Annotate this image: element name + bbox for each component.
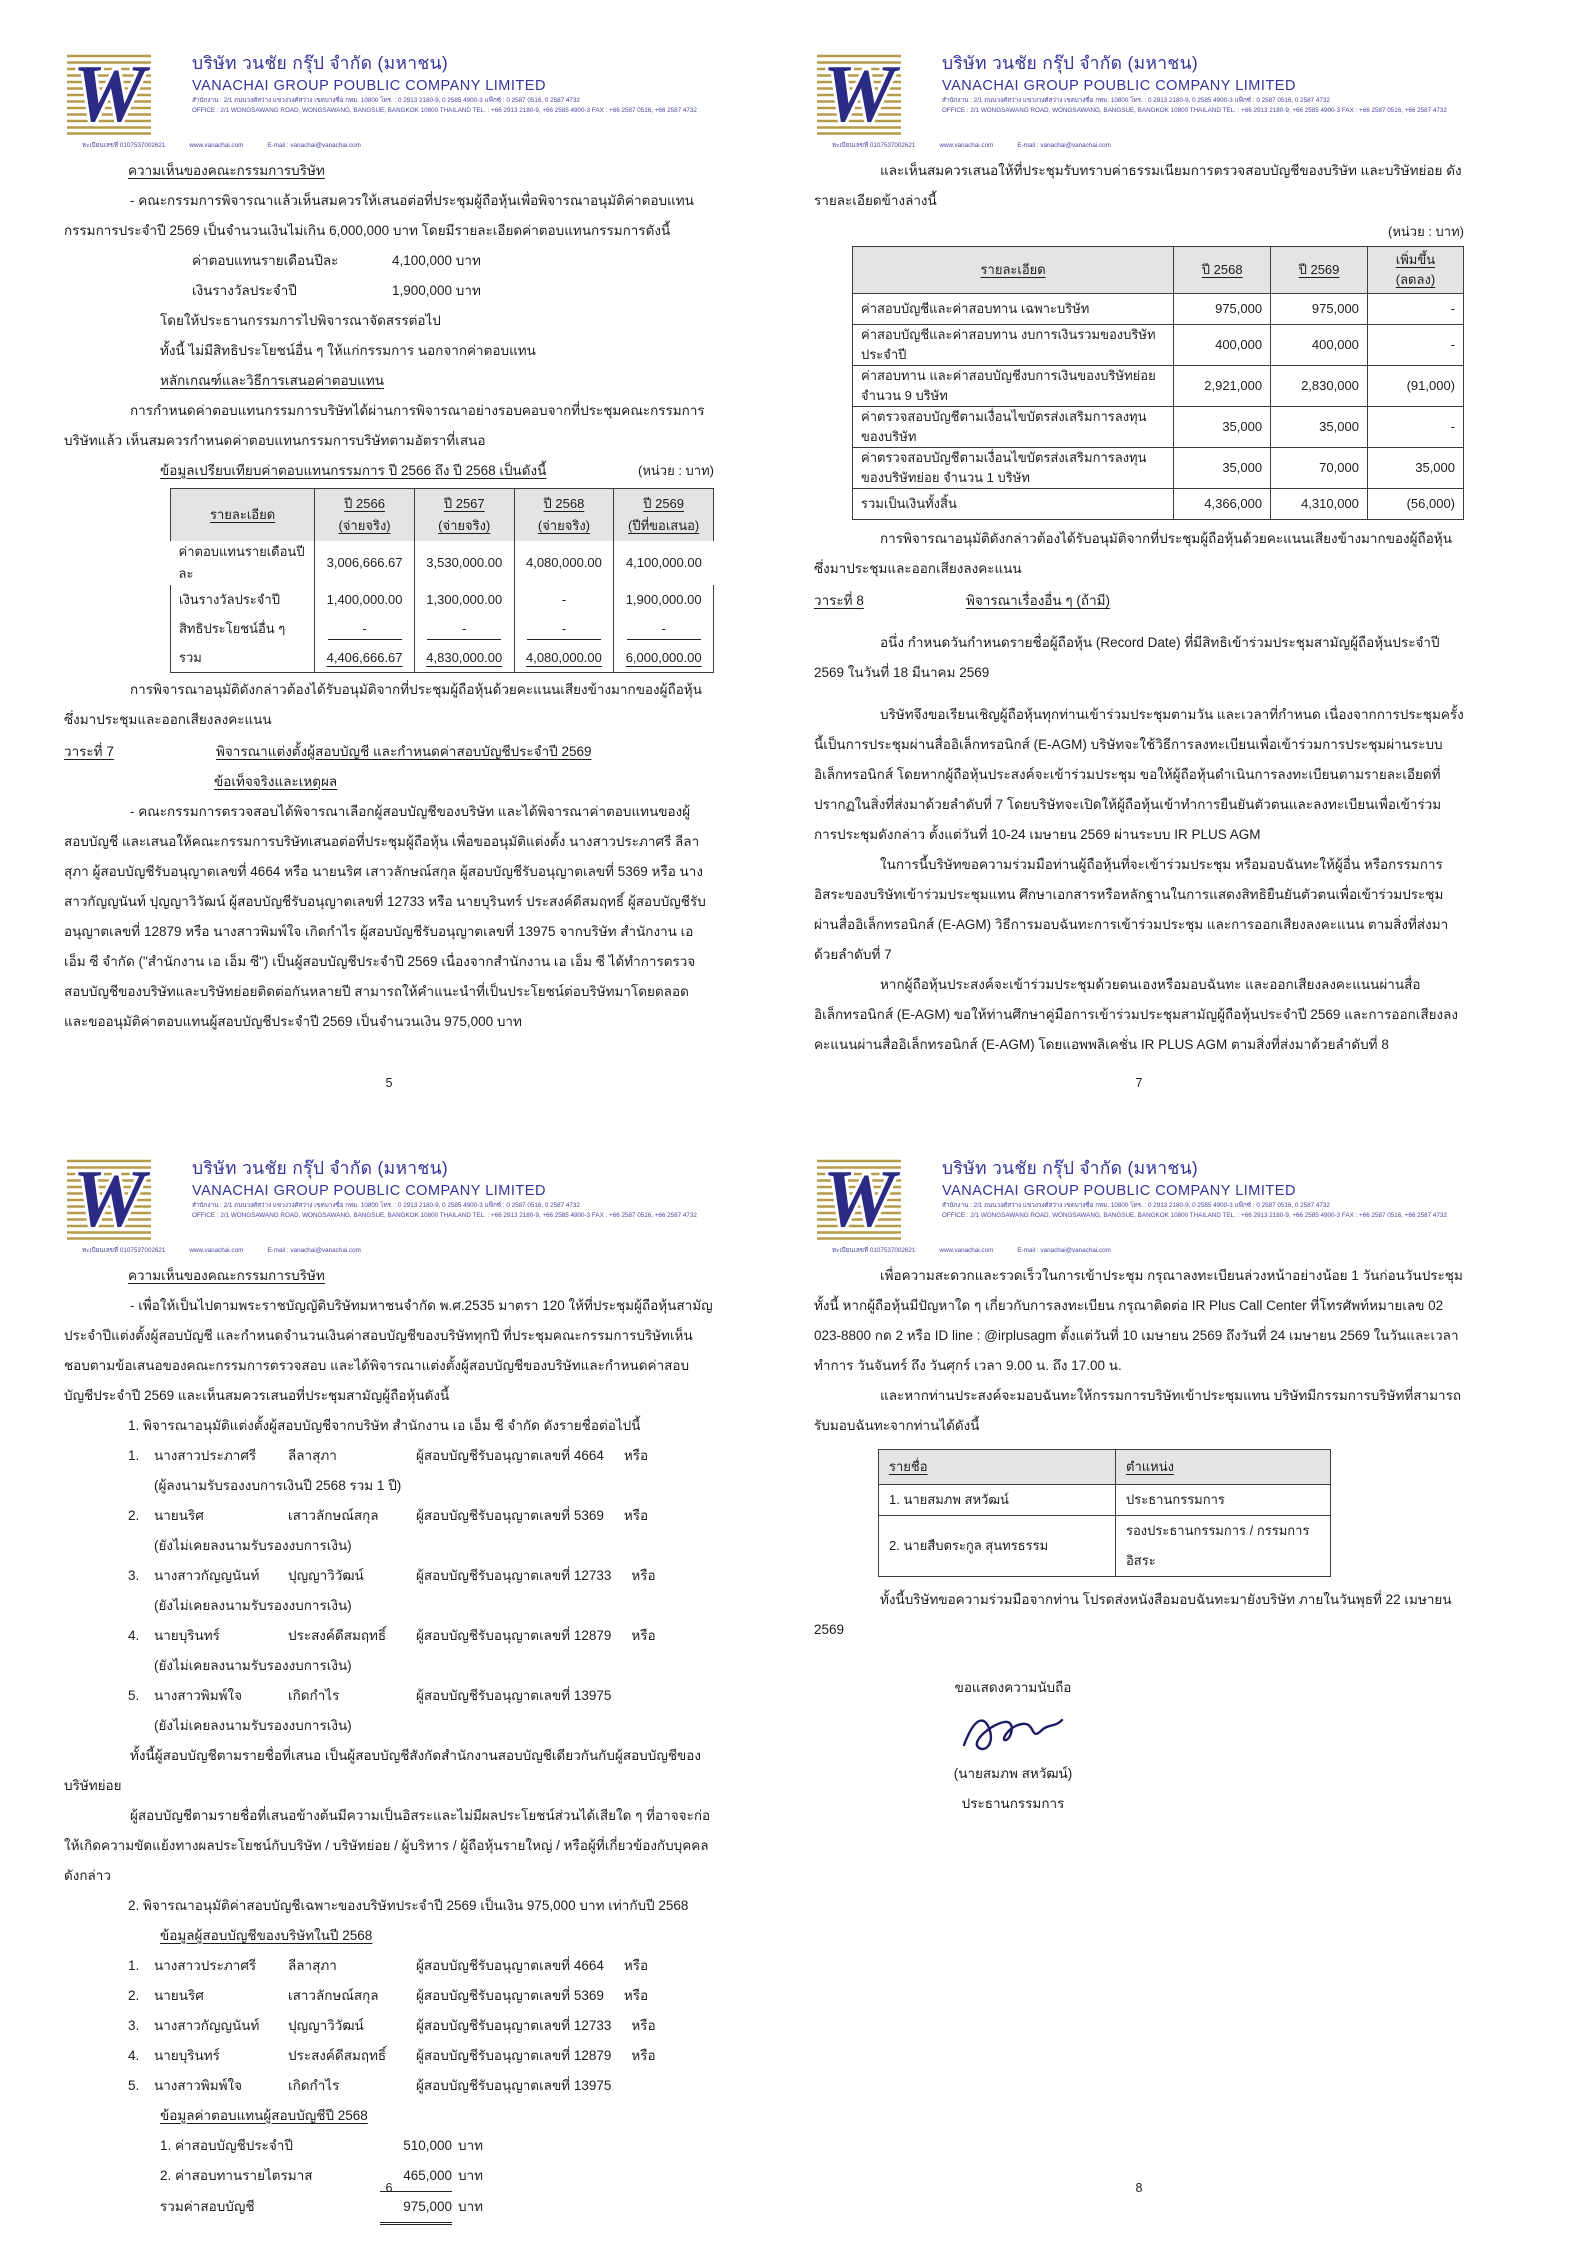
letterhead-text	[942, 1157, 1447, 1220]
letterhead	[816, 48, 1516, 152]
unit-label: (หน่วย : บาท)	[638, 463, 714, 478]
letterhead-text	[192, 1157, 697, 1220]
paragraph: หากผู้ถือหุ้นประสงค์จะเข้าร่วมประชุมด้วยตนเองหรือมอบฉันทะ และออกเสียงลงคะแนนผ่านสื่ออิเล็กทรอนิกส์ (E-AGM) ขอให้ท่านศึกษาคู่มือการเข้าร่วมประชุมสามัญผู้ถือหุ้นประจำปี 2569 และการออกเสียงลงคะแนนผ่านสื่ออิเล็กทรอนิกส์ (E-AGM) โดยแอพพลิเคชั่น IR PLUS AGM ตามสิ่งที่ส่งมาด้วยลำดับที่ 8	[814, 977, 1458, 1052]
paragraph: การกำหนดค่าตอบแทนกรรมการบริษัทได้ผ่านการพิจารณาอย่างรอบคอบจากที่ประชุมคณะกรรมการบริษัทแล้ว เห็นสมควรกำหนดค่าตอบแทนกรรมการบริษัทตามอัตราที่เสนอ	[64, 403, 705, 448]
page-7-body	[814, 156, 1464, 1060]
company-address-thai: สำนักงาน : 2/1 ถนนวงศ์สว่าง แขวงวงศ์สว่าง เขตบางซื่อ กทม. 10800 โทร. : 0 2913 2180-9, 0 2585 4900-3 แฟ็กซ์ : 0 2587 0516, 0 2587 4732	[192, 97, 580, 104]
page-5-body	[64, 156, 714, 1037]
paragraph: ในการนี้บริษัทขอความร่วมมือท่านผู้ถือหุ้นที่จะเข้าร่วมประชุม หรือมอบฉันทะให้ผู้อื่น หรือกรรมการอิสระของบริษัทเข้าร่วมประชุมแทน ศึกษาเอกสารหรือหลักฐานในการแสดงสิทธิยืนยันตัวตนเพื่อเข้าร่วมประชุมผ่านสื่ออิเล็กทรอนิกส์ (E-AGM) วิธีการมอบฉันทะการเข้าร่วมประชุม และการออกเสียงลงคะแนน ตามสิ่งที่ส่งมาด้วยลำดับที่ 7	[814, 857, 1449, 962]
vanachai-logo-icon	[66, 1157, 152, 1241]
company-address-english: OFFICE : 2/1 WONGSAWANG ROAD, WONGSAWANG, BANGSUE, BANGKOK 10800 THAILAND TEL. : +66 2913 2180-9, +66 2585 4900-3 FAX : +66 2587 0516, +66 2587 4732	[942, 106, 1447, 114]
paragraph: การพิจารณาอนุมัติดังกล่าวต้องได้รับอนุมัติจากที่ประชุมผู้ถือหุ้นด้วยคะแนนเสียงข้างมากของผู้ถือหุ้นซึ่งมาประชุมและออกเสียงลงคะแนน	[64, 682, 702, 727]
company-address-thai: สำนักงาน : 2/1 ถนนวงศ์สว่าง แขวงวงศ์สว่าง เขตบางซื่อ กทม. 10800 โทร. : 0 2913 2180-9, 0 2585 4900-3 แฟ็กซ์ : 0 2587 0516, 0 2587 4732	[942, 1202, 1330, 1209]
company-email: E-mail : vanachai@vanachai.com	[267, 1247, 361, 1254]
registration-line	[82, 1245, 385, 1255]
paragraph: เพื่อความสะดวกและรวดเร็วในการเข้าประชุม กรุณาลงทะเบียนล่วงหน้าอย่างน้อย 1 วันก่อนวันประชุม ทั้งนี้ หากผู้ถือหุ้นมีปัญหาใด ๆ เกี่ยวกับการลงทะเบียน กรุณาติดต่อ IR Plus Call Center ที่โทรศัพท์หมายเลข 02 023-8800 กด 2 หรือ ID line : @irplusagm ตั้งแต่วันที่ 10 เมษายน 2569 ถึงวันที่ 24 เมษายน 2569 ในวันและเวลาทำการ วันจันทร์ ถึง วันศุกร์ เวลา 9.00 น. ถึง 17.00 น.	[814, 1268, 1463, 1373]
column-header: รายละเอียด	[171, 489, 315, 542]
page-number: 5	[385, 1076, 393, 1090]
column-header: ปี 2569	[1271, 247, 1368, 294]
fee-line: ค่าตอบแทนรายเดือนปีละ 4,100,000 บาท	[192, 253, 481, 268]
comparison-heading: ข้อมูลเปรียบเทียบค่าตอบแทนกรรมการ ปี 2566 ถึง ปี 2568 เป็นดังนี้	[160, 463, 547, 478]
paragraph: - เพื่อให้เป็นไปตามพระราชบัญญัติบริษัทมหาชนจำกัด พ.ศ.2535 มาตรา 120 ให้ที่ประชุมผู้ถือหุ้นสามัญประจำปีแต่งตั้งผู้สอบบัญชี และกำหนดจำนวนเงินค่าสอบบัญชีของบริษัททุกปี ที่ประชุมคณะกรรมการบริษัทเห็นชอบตามข้อเสนอของคณะกรรมการตรวจสอบ และได้พิจารณาแต่งตั้งผู้สอบบัญชีของบริษัทและกำหนดค่าสอบบัญชีประจำปี 2569 และเห็นสมควรเสนอที่ประชุมสามัญผู้ถือหุ้นดังนี้	[64, 1298, 713, 1403]
table-row: ค่าตรวจสอบบัญชีตามเงื่อนไขบัตรส่งเสริมการลงทุนของบริษัท 35,000 35,000 -	[853, 407, 1464, 448]
paragraph: อนึ่ง กำหนดวันกำหนดรายชื่อผู้ถือหุ้น (Record Date) ที่มีสิทธิเข้าร่วมประชุมสามัญผู้ถือหุ้นประจำปี 2569 ในวันที่ 18 มีนาคม 2569	[814, 635, 1440, 680]
facts-heading: ข้อเท็จจริงและเหตุผล	[214, 774, 338, 789]
fee-row: 2. ค่าสอบทานรายไตรมาส 465,000 บาท	[160, 2161, 714, 2192]
letterhead	[66, 48, 766, 152]
agenda-8-line	[814, 586, 1464, 616]
company-address-thai: สำนักงาน : 2/1 ถนนวงศ์สว่าง แขวงวงศ์สว่าง เขตบางซื่อ กทม. 10800 โทร. : 0 2913 2180-9, 0 2585 4900-3 แฟ็กซ์ : 0 2587 0516, 0 2587 4732	[942, 97, 1330, 104]
closing-phrase: ขอแสดงความนับถือ	[954, 1680, 1072, 1695]
letterhead-text	[192, 52, 697, 115]
table-row: สิทธิประโยชน์อื่น ๆ - - - -	[171, 614, 714, 643]
registration-line	[832, 140, 1135, 150]
registration-number: ทะเบียนเลขที่ 0107537002621	[832, 142, 916, 149]
company-name-thai: บริษัท วนชัย กรุ๊ป จำกัด (มหาชน)	[192, 53, 448, 73]
page-6	[0, 1105, 792, 2226]
auditor-row: 5. นางสาวพิมพ์ใจ เกิดกำไร ผู้สอบบัญชีรับอนุญาตเลขที่ 13975	[128, 1688, 612, 1703]
paragraph: ผู้สอบบัญชีตามรายชื่อที่เสนอข้างต้นมีความเป็นอิสระและไม่มีผลประโยชน์ส่วนได้เสียใด ๆ ที่อาจจะก่อให้เกิดความขัดแย้งทางผลประโยชน์กับบริษัท / บริษัทย่อย / ผู้บริหาร / ผู้ถือหุ้นรายใหญ่ / หรือผู้ที่เกี่ยวข้องกับบุคคลดังกล่าว	[64, 1808, 711, 1883]
signer-title: ประธานกรรมการ	[961, 1796, 1065, 1811]
svg-text:W: W	[822, 52, 896, 136]
svg-text:W: W	[72, 1157, 146, 1241]
page-8-body	[814, 1261, 1464, 1819]
registration-number: ทะเบียนเลขที่ 0107537002621	[82, 1247, 166, 1254]
company-email: E-mail : vanachai@vanachai.com	[1017, 1247, 1111, 1254]
table-row: ค่าสอบทาน และค่าสอบบัญชีงบการเงินของบริษัทย่อย จำนวน 9 บริษัท 2,921,000 2,830,000 (91,000)	[853, 366, 1464, 407]
auditor-note: (ยังไม่เคยลงนามรับรองงบการเงิน)	[154, 1598, 352, 1613]
auditor-note: (ยังไม่เคยลงนามรับรองงบการเงิน)	[154, 1658, 352, 1673]
auditor-row: 2. นายนริศ เสาวลักษณ์สกุล ผู้สอบบัญชีรับอนุญาตเลขที่ 5369 หรือ	[128, 1508, 649, 1523]
page-7	[750, 0, 1542, 1121]
company-name-english: VANACHAI GROUP POUBLIC COMPANY LIMITED	[192, 1183, 546, 1199]
svg-text:W: W	[72, 52, 146, 136]
company-name-thai: บริษัท วนชัย กรุ๊ป จำกัด (มหาชน)	[942, 53, 1198, 73]
page-number: 7	[1135, 1076, 1143, 1090]
auditor-note: (ผู้ลงนามรับรองงบการเงินปี 2568 รวม 1 ปี)	[154, 1478, 402, 1493]
table-row: ค่าตอบแทนรายเดือนปีละ 3,006,666.67 3,530,000.00 4,080,000.00 4,100,000.00	[171, 541, 714, 585]
auditor-note: (ยังไม่เคยลงนามรับรองงบการเงิน)	[154, 1538, 352, 1553]
fee-line: เงินรางวัลประจำปี 1,900,000 บาท	[192, 283, 481, 298]
criteria-heading: หลักเกณฑ์และวิธีการเสนอค่าตอบแทน	[160, 373, 384, 388]
auditor-row: 4. นายบุรินทร์ ประสงค์ดีสมฤทธิ์ ผู้สอบบัญชีรับอนุญาตเลขที่ 12879 หรือ	[128, 2048, 656, 2063]
page-6-body	[64, 1261, 714, 2225]
company-address-english: OFFICE : 2/1 WONGSAWANG ROAD, WONGSAWANG, BANGSUE, BANGKOK 10800 THAILAND TEL. : +66 2913 2180-9, +66 2585 4900-3 FAX : +66 2587 0516, +66 2587 4732	[192, 1211, 697, 1219]
list-item: 1. พิจารณาอนุมัติแต่งตั้งผู้สอบบัญชีจากบริษัท สำนักงาน เอ เอ็ม ซี จำกัด ดังรายชื่อต่อไปนี้	[128, 1418, 641, 1433]
board-opinion-heading: ความเห็นของคณะกรรมการบริษัท	[128, 163, 325, 178]
auditor-row: 2. นายนริศ เสาวลักษณ์สกุล ผู้สอบบัญชีรับอนุญาตเลขที่ 5369 หรือ	[128, 1988, 649, 2003]
registration-line	[832, 1245, 1135, 1255]
svg-text:W: W	[822, 1157, 896, 1241]
signer-name: (นายสมภพ สหวัฒน์)	[953, 1766, 1073, 1781]
company-name-english: VANACHAI GROUP POUBLIC COMPANY LIMITED	[192, 78, 546, 94]
company-website: www.vanachai.com	[939, 1247, 994, 1254]
registration-number: ทะเบียนเลขที่ 0107537002621	[82, 142, 166, 149]
paragraph: การพิจารณาอนุมัติดังกล่าวต้องได้รับอนุมัติจากที่ประชุมผู้ถือหุ้นด้วยคะแนนเสียงข้างมากของผู้ถือหุ้น ซึ่งมาประชุมและออกเสียงลงคะแนน	[814, 531, 1452, 576]
vanachai-logo-icon	[816, 52, 902, 136]
agenda-7-line	[64, 737, 714, 767]
company-name-english: VANACHAI GROUP POUBLIC COMPANY LIMITED	[942, 78, 1296, 94]
director-remuneration-table	[170, 488, 714, 673]
company-name-english: VANACHAI GROUP POUBLIC COMPANY LIMITED	[942, 1183, 1296, 1199]
paragraph: บริษัทจึงขอเรียนเชิญผู้ถือหุ้นทุกท่านเข้าร่วมประชุมตามวัน และเวลาที่กำหนด เนื่องจากการประชุมครั้งนี้เป็นการประชุมผ่านสื่ออิเล็กทรอนิกส์ (E-AGM) บริษัทจะใช้วิธีการลงทะเบียนเพื่อเข้าร่วมการประชุมผ่านระบบอิเล็กทรอนิกส์ โดยหากผู้ถือหุ้นประสงค์จะเข้าร่วมประชุม ขอให้ผู้ถือหุ้นดำเนินการลงทะเบียนตามรายละเอียดที่ปรากฏในสิ่งที่ส่งมาด้วยลำดับที่ 7 โดยบริษัทจะเปิดให้ผู้ถือหุ้นเข้าทำการยืนยันตัวตนและลงทะเบียนเพื่อเข้าร่วมการประชุมดังกล่าว ตั้งแต่วันที่ 10-24 เมษายน 2569 ผ่านระบบ IR PLUS AGM	[814, 707, 1464, 842]
auditor-row: 4. นายบุรินทร์ ประสงค์ดีสมฤทธิ์ ผู้สอบบัญชีรับอนุญาตเลขที่ 12879 หรือ	[128, 1628, 656, 1643]
auditor-list	[128, 1441, 714, 1741]
column-header: ปี 2568 (จ่ายจริง)	[514, 489, 614, 542]
column-header: ปี 2569 (ปีที่ขอเสนอ)	[614, 489, 714, 542]
signature-icon	[954, 1707, 1072, 1759]
table-row: 2. นายสืบตระกูล สุนทรธรรม รองประธานกรรมการ / กรรมการอิสระ	[879, 1516, 1331, 1577]
vanachai-logo-icon	[816, 1157, 902, 1241]
registration-number: ทะเบียนเลขที่ 0107537002621	[832, 1247, 916, 1254]
table-row: ค่าสอบบัญชีและค่าสอบทาน งบการเงินรวมของบริษัทประจำปี 400,000 400,000 -	[853, 325, 1464, 366]
proxy-director-table	[878, 1449, 1331, 1577]
table-row: 1. นายสมภพ สหวัฒน์ ประธานกรรมการ	[879, 1485, 1331, 1516]
table-total-row: รวม 4,406,666.67 4,830,000.00 4,080,000.00 6,000,000.00	[171, 643, 714, 673]
letterhead	[816, 1153, 1516, 1257]
company-address-thai: สำนักงาน : 2/1 ถนนวงศ์สว่าง แขวงวงศ์สว่าง เขตบางซื่อ กทม. 10800 โทร. : 0 2913 2180-9, 0 2585 4900-3 แฟ็กซ์ : 0 2587 0516, 0 2587 4732	[192, 1202, 580, 1209]
company-address-english: OFFICE : 2/1 WONGSAWANG ROAD, WONGSAWANG, BANGSUE, BANGKOK 10800 THAILAND TEL. : +66 2913 2180-9, +66 2585 4900-3 FAX : +66 2587 0516, +66 2587 4732	[192, 106, 697, 114]
page-8	[750, 1105, 1542, 2226]
auditor-note: (ยังไม่เคยลงนามรับรองงบการเงิน)	[154, 1718, 352, 1733]
column-header: เพิ่มขึ้น (ลดลง)	[1367, 247, 1463, 294]
fee-row: 1. ค่าสอบบัญชีประจำปี 510,000 บาท	[160, 2138, 484, 2153]
agenda-8-label: วาระที่ 8	[814, 593, 864, 608]
auditor-info-heading: ข้อมูลผู้สอบบัญชีของบริษัทในปี 2568	[160, 1928, 373, 1943]
fee-total-row: รวมค่าสอบบัญชี 975,000 บาท	[160, 2192, 714, 2225]
agenda-7-title: พิจารณาแต่งตั้งผู้สอบบัญชี และกำหนดค่าสอบบัญชีประจำปี 2569	[216, 744, 592, 759]
table-row: เงินรางวัลประจำปี 1,400,000.00 1,300,000.00 - 1,900,000.00	[171, 585, 714, 614]
company-address-english: OFFICE : 2/1 WONGSAWANG ROAD, WONGSAWANG, BANGSUE, BANGKOK 10800 THAILAND TEL. : +66 2913 2180-9, +66 2585 4900-3 FAX : +66 2587 0516, +66 2587 4732	[942, 1211, 1447, 1219]
table-row: ค่าตรวจสอบบัญชีตามเงื่อนไขบัตรส่งเสริมการลงทุนของบริษัทย่อย จำนวน 1 บริษัท 35,000 70,000 35,000	[853, 448, 1464, 489]
page-number: 6	[385, 2181, 393, 2195]
paragraph: ทั้งนี้ ไม่มีสิทธิประโยชน์อื่น ๆ ให้แก่กรรมการ นอกจากค่าตอบแทน	[160, 343, 536, 358]
column-header: ปี 2567 (จ่ายจริง)	[414, 489, 514, 542]
company-name-thai: บริษัท วนชัย กรุ๊ป จำกัด (มหาชน)	[942, 1158, 1198, 1178]
letterhead	[66, 1153, 766, 1257]
column-header: รายชื่อ	[879, 1450, 1116, 1485]
page-number: 8	[1135, 2181, 1143, 2195]
page-5	[0, 0, 792, 1121]
table-total-row: รวมเป็นเงินทั้งสิ้น 4,366,000 4,310,000 (56,000)	[853, 489, 1464, 520]
company-website: www.vanachai.com	[189, 142, 244, 149]
company-email: E-mail : vanachai@vanachai.com	[267, 142, 361, 149]
signature-block	[898, 1673, 1128, 1819]
unit-label: (หน่วย : บาท)	[1388, 224, 1464, 239]
auditor-row: 1. นางสาวประภาศรี ลีลาสุภา ผู้สอบบัญชีรับอนุญาตเลขที่ 4664 หรือ	[128, 1448, 649, 1463]
column-header: ตำแหน่ง	[1116, 1450, 1331, 1485]
paragraph: ทั้งนี้บริษัทขอความร่วมมือจากท่าน โปรดส่งหนังสือมอบฉันทะมายังบริษัท ภายในวันพุธที่ 22 เมษายน 2569	[814, 1592, 1452, 1637]
column-header: ปี 2568	[1174, 247, 1271, 294]
paragraph: และหากท่านประสงค์จะมอบฉันทะให้กรรมการบริษัทเข้าประชุมแทน บริษัทมีกรรมการบริษัทที่สามารถรับมอบฉันทะจากท่านได้ดังนี้	[814, 1388, 1461, 1433]
auditor-row: 5. นางสาวพิมพ์ใจ เกิดกำไร ผู้สอบบัญชีรับอนุญาตเลขที่ 13975	[128, 2078, 612, 2093]
board-opinion-heading: ความเห็นของคณะกรรมการบริษัท	[128, 1268, 325, 1283]
paragraph: ทั้งนี้ผู้สอบบัญชีตามรายชื่อที่เสนอ เป็นผู้สอบบัญชีสังกัดสำนักงานสอบบัญชีเดียวกันกับผู้สอบบัญชีของบริษัทย่อย	[64, 1748, 701, 1793]
vanachai-logo-icon	[66, 52, 152, 136]
company-website: www.vanachai.com	[189, 1247, 244, 1254]
column-header: รายละเอียด	[853, 247, 1174, 294]
table-row: ค่าสอบบัญชีและค่าสอบทาน เฉพาะบริษัท 975,000 975,000 -	[853, 294, 1464, 325]
paragraph: โดยให้ประธานกรรมการไปพิจารณาจัดสรรต่อไป	[160, 313, 441, 328]
auditor-row: 3. นางสาวกัญญนันท์ ปุญญาวิวัฒน์ ผู้สอบบัญชีรับอนุญาตเลขที่ 12733 หรือ	[128, 2018, 656, 2033]
agenda-8-title: พิจารณาเรื่องอื่น ๆ (ถ้ามี)	[966, 593, 1111, 608]
registration-line	[82, 140, 385, 150]
auditor-list-2568	[128, 1951, 714, 2101]
auditor-fee-heading: ข้อมูลค่าตอบแทนผู้สอบบัญชีปี 2568	[160, 2108, 368, 2123]
audit-fee-table	[852, 246, 1464, 520]
auditor-row: 1. นางสาวประภาศรี ลีลาสุภา ผู้สอบบัญชีรับอนุญาตเลขที่ 4664 หรือ	[128, 1958, 649, 1973]
list-item: 2. พิจารณาอนุมัติค่าสอบบัญชีเฉพาะของบริษัทประจำปี 2569 เป็นเงิน 975,000 บาท เท่ากับปี 2568	[128, 1898, 689, 1913]
paragraph: - คณะกรรมการตรวจสอบได้พิจารณาเลือกผู้สอบบัญชีของบริษัท และได้พิจารณาค่าตอบแทนของผู้สอบบัญชี และเสนอให้คณะกรรมการบริษัทเสนอต่อที่ประชุมผู้ถือหุ้น เพื่อขออนุมัติแต่งตั้ง นางสาวประภาศรี ลีลาสุภา ผู้สอบบัญชีรับอนุญาตเลขที่ 4664 หรือ นายนริศ เสาวลักษณ์สกุล ผู้สอบบัญชีรับอนุญาตเลขที่ 5369 หรือ นางสาวกัญญนันท์ ปุญญาวิวัฒน์ ผู้สอบบัญชีรับอนุญาตเลขที่ 12733 หรือ นายบุรินทร์ ประสงค์ดีสมฤทธิ์ ผู้สอบบัญชีรับอนุญาตเลขที่ 12879 หรือ นางสาวพิมพ์ใจ เกิดกำไร ผู้สอบบัญชีรับอนุญาตเลขที่ 13975 จากบริษัท สำนักงาน เอ เอ็ม ซี จำกัด ("สำนักงาน เอ เอ็ม ซี") เป็นผู้สอบบัญชีประจำปี 2569 เนื่องจากสำนักงาน เอ เอ็ม ซี ได้ทำการตรวจสอบบัญชีของบริษัทและบริษัทย่อยติดต่อกันหลายปี สามารถให้คำแนะนำที่เป็นประโยชน์ต่อบริษัทมาโดยตลอด และขออนุมัติค่าตอบแทนผู้สอบบัญชีประจำปี 2569 เป็นจำนวนเงิน 975,000 บาท	[64, 804, 706, 1029]
company-website: www.vanachai.com	[939, 142, 994, 149]
letterhead-text	[942, 52, 1447, 115]
paragraph: และเห็นสมควรเสนอให้ที่ประชุมรับทราบค่าธรรมเนียมการตรวจสอบบัญชีของบริษัท และบริษัทย่อย ดังรายละเอียดข้างล่างนี้	[814, 163, 1462, 208]
company-name-thai: บริษัท วนชัย กรุ๊ป จำกัด (มหาชน)	[192, 1158, 448, 1178]
agenda-7-label: วาระที่ 7	[64, 744, 114, 759]
auditor-row: 3. นางสาวกัญญนันท์ ปุญญาวิวัฒน์ ผู้สอบบัญชีรับอนุญาตเลขที่ 12733 หรือ	[128, 1568, 656, 1583]
company-email: E-mail : vanachai@vanachai.com	[1017, 142, 1111, 149]
paragraph: - คณะกรรมการพิจารณาแล้วเห็นสมควรให้เสนอต่อที่ประชุมผู้ถือหุ้นเพื่อพิจารณาอนุมัติค่าตอบแทนกรรมการประจำปี 2569 เป็นจำนวนเงินไม่เกิน 6,000,000 บาท โดยมีรายละเอียดค่าตอบแทนกรรมการดังนี้	[64, 193, 694, 238]
column-header: ปี 2566 (จ่ายจริง)	[315, 489, 415, 542]
